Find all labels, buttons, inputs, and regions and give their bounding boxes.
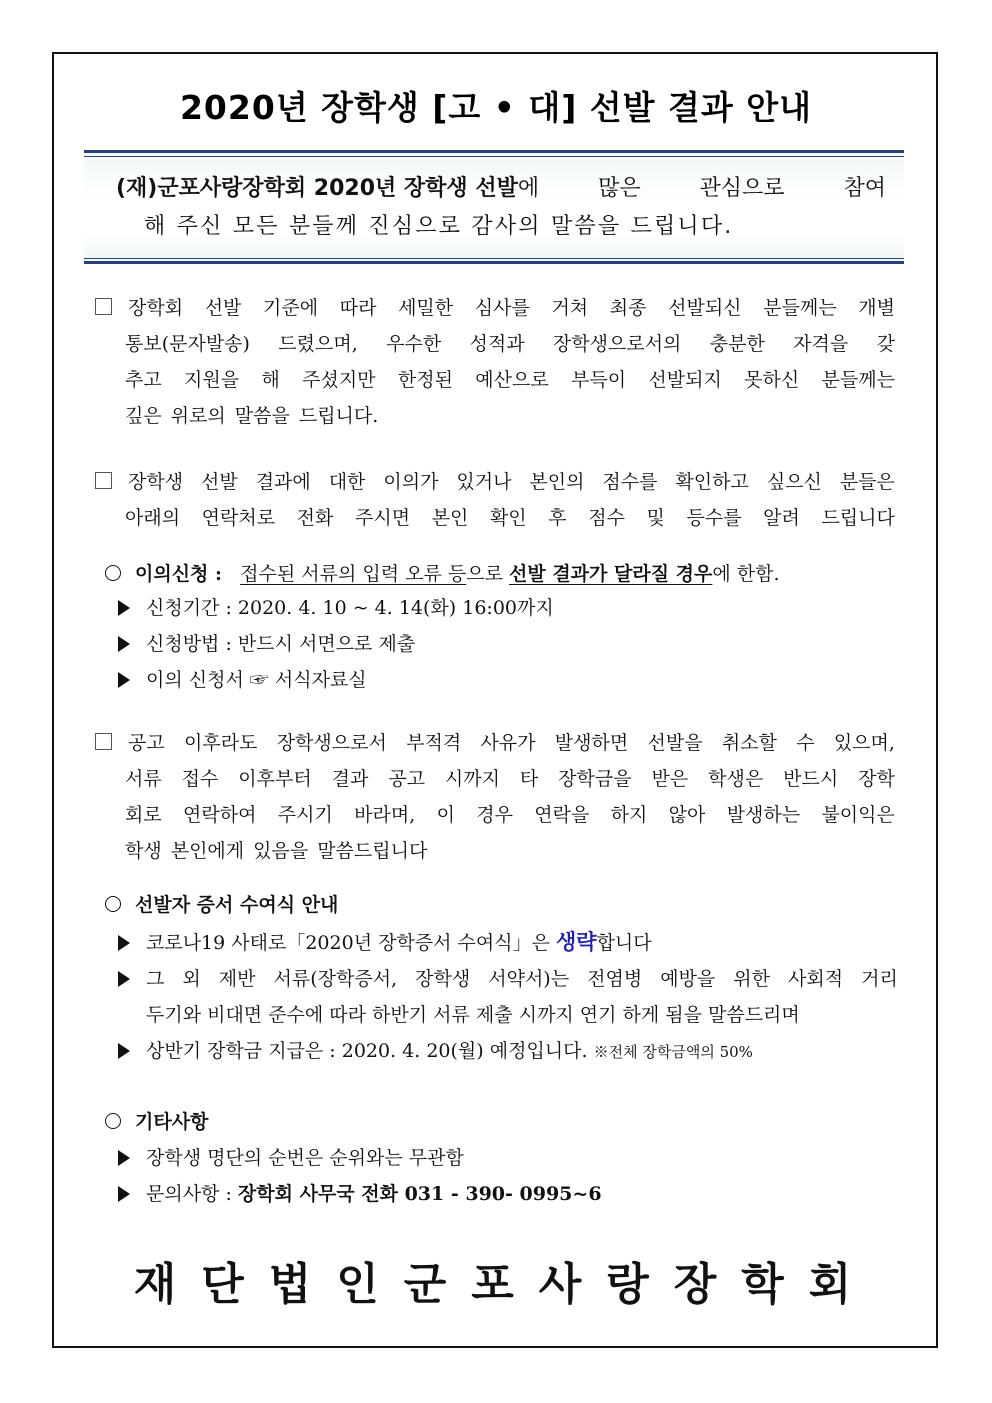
circle-bullet-icon [105, 1113, 121, 1129]
para3-line-2: 서류 접수 이후부터 결과 공고 시까지 타 장학금을 받은 학생은 반드시 장학 [125, 768, 895, 790]
objection-heading: 이의신청 : 접수된 서류의 입력 오류 등으로 선발 결과가 달라질 경우에 한함. [105, 556, 780, 592]
triangle-bullet-icon [118, 636, 130, 652]
omitted-highlight: 생략 [556, 929, 597, 954]
triangle-bullet-icon [118, 971, 130, 987]
paragraph-selection-notice [95, 290, 895, 434]
list-item: 이의 신청서 ☞ 서식자료실 [118, 662, 898, 698]
intro-line-1: (재)군포사랑장학회 2020년 장학생 선발에 많은 관심으로 참여 [116, 176, 886, 201]
para1-line-3: 추고 지원을 해 주셨지만 한정된 예산으로 부득이 선발되지 못하신 분들께는 [125, 369, 895, 391]
list-item-continuation: 두기와 비대면 준수에 따라 하반기 서류 제출 시까지 연기 하게 됨을 말씀드리며 [146, 1004, 800, 1026]
list-item: 코로나19 사태로「2020년 장학증서 수여식」은 생략합니다 [118, 924, 898, 961]
contact-phone: 장학회 사무국 전화 031 - 390- 0995~6 [237, 1183, 602, 1205]
ceremony-bullets [118, 924, 898, 1070]
para1-line-1: 장학회 선발 기준에 따라 세밀한 심사를 거쳐 최종 선발되신 분들께는 개별 [95, 290, 895, 326]
para1-line-2: 통보(문자발송) 드렸으며, 우수한 성적과 장학생으로서의 충분한 자격을 갖 [125, 333, 895, 355]
triangle-bullet-icon [118, 935, 130, 951]
intro-top-rule-thin [84, 156, 904, 157]
para3-line-1: 공고 이후라도 장학생으로서 부적격 사유가 발생하면 선발을 취소할 수 있으며, [95, 725, 895, 761]
foundation-name: 재단법인군포사랑장학회 [133, 1259, 877, 1310]
circle-bullet-icon [105, 896, 121, 912]
page-title: 2020년 장학생 [고 • 대] 선발 결과 안내 [179, 88, 813, 127]
list-item: 상반기 장학금 지급은 : 2020. 4. 20(월) 예정입니다. ※전체 장학금액의 50% [118, 1033, 898, 1070]
checkbox-bullet-icon [95, 298, 112, 315]
para3-line-4: 학생 본인에게 있음을 말씀드립니다 [125, 840, 428, 862]
list-item: 문의사항 : 장학회 사무국 전화 031 - 390- 0995~6 [118, 1176, 898, 1212]
para2-line-2: 아래의 연락처로 전화 주시면 본인 확인 후 점수 및 등수를 알려 드립니다 [125, 507, 895, 529]
etc-heading: 기타사항 [105, 1104, 208, 1140]
intro-message [104, 170, 886, 246]
objection-bullets [118, 590, 898, 698]
triangle-bullet-icon [118, 1186, 130, 1202]
footnote: ※전체 장학금액의 50% [593, 1043, 753, 1061]
objection-condition-1: 접수된 서류의 입력 오류 등 [240, 563, 467, 585]
triangle-bullet-icon [118, 672, 130, 688]
checkbox-bullet-icon [95, 733, 112, 750]
checkbox-bullet-icon [95, 472, 112, 489]
para2-line-1: 장학생 선발 결과에 대한 이의가 있거나 본인의 점수를 확인하고 싶으신 분들은 [95, 464, 895, 500]
triangle-bullet-icon [118, 1150, 130, 1166]
list-item: 장학생 명단의 순번은 순위와는 무관함 [118, 1140, 898, 1176]
intro-line-2: 해 주신 모든 분들께 진심으로 감사의 말씀을 드립니다. [144, 214, 734, 239]
intro-top-rule [84, 150, 904, 153]
circle-bullet-icon [105, 565, 121, 581]
intro-bold: (재)군포사랑장학회 2020년 장학생 선발 [116, 176, 518, 201]
etc-bullets [118, 1140, 898, 1212]
paragraph-cancellation-notice [95, 725, 895, 869]
intro-bottom-rule [84, 261, 904, 264]
triangle-bullet-icon [118, 600, 130, 616]
triangle-bullet-icon [118, 1043, 130, 1059]
list-item: 그 외 제반 서류(장학증서, 장학생 서약서)는 전염병 예방을 위한 사회적 거리 [118, 961, 898, 997]
objection-condition-2: 선발 결과가 달라질 경우 [509, 563, 713, 585]
paragraph-score-inquiry [95, 464, 895, 536]
list-item: 신청기간 : 2020. 4. 10 ~ 4. 14(화) 16:00까지 [118, 590, 898, 626]
para3-line-3: 회로 연락하여 주시기 바라며, 이 경우 연락을 하지 않아 발생하는 불이익은 [125, 804, 895, 826]
intro-bottom-rule-thin [84, 258, 904, 259]
ceremony-heading: 선발자 증서 수여식 안내 [105, 887, 338, 923]
list-item: 신청방법 : 반드시 서면으로 제출 [118, 626, 898, 662]
para1-line-4: 깊은 위로의 말씀을 드립니다. [125, 405, 379, 427]
